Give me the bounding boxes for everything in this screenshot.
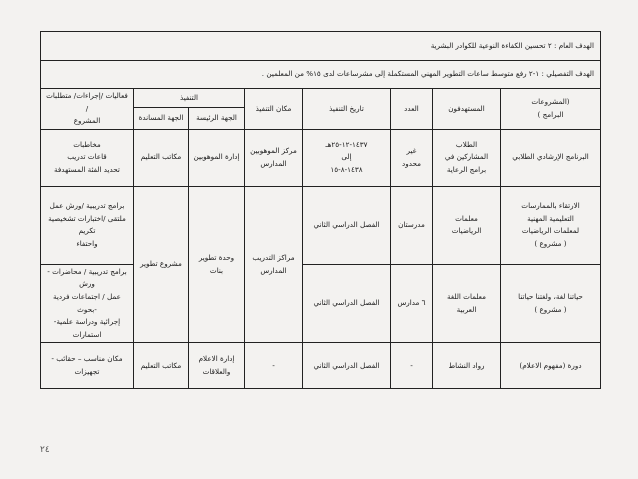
cell-line: العربية <box>456 304 477 314</box>
cell-place <box>245 129 303 186</box>
cell-line: إلى <box>341 152 352 162</box>
cell-line: لمعلمات الرياضيات <box>521 226 580 236</box>
cell-line: قاعات تدريب <box>67 152 107 162</box>
header-date: تاريخ التنفيذ <box>303 89 391 130</box>
cell-line: تجهيزات <box>74 366 100 376</box>
cell-activities <box>40 186 133 264</box>
cell-line: إدارة الاعلام <box>198 354 235 364</box>
cell-line: برامج الرعاية <box>446 165 487 175</box>
sub-goal-text: الهدف التفصيلي : ١-٢ رفع متوسط ساعات التطوير المهني المستكملة إلى مشرساعات لدى ١٥% من المعلمين . <box>40 61 600 89</box>
cell-line: برامج تدريبية /ورش عمل <box>49 201 125 211</box>
cell-date <box>303 129 391 186</box>
cell-line: تحديد الفئة المستهدفة <box>54 165 120 175</box>
header-main-party: الجهة الرئيسة <box>189 108 245 130</box>
document-page <box>41 31 601 389</box>
cell-line: التعليمية المهنية <box>527 213 574 223</box>
cell-line: واحتفاء <box>76 238 98 248</box>
cell-line: ١٤٣٨-٨-١٥ <box>330 165 363 175</box>
cell-line: وحدة تطوير <box>198 252 235 262</box>
cell-line: عمل / اجتماعات فردية -بحوث <box>53 291 121 314</box>
header-program-line: البرامج ) <box>537 109 564 119</box>
cell-line: مدرستان <box>398 219 425 229</box>
cell-line: مراكز التدريب <box>252 252 295 262</box>
cell-count <box>391 186 433 264</box>
cell-program <box>501 264 601 343</box>
cell-date <box>303 264 391 343</box>
cell-line: الفصل الدراسي الثاني <box>313 298 380 308</box>
table-row <box>40 343 600 389</box>
cell-line: مكان مناسب – حقائب - <box>51 354 123 364</box>
header-activities-line: فعاليات /إجراءات/ متطلبات / <box>46 91 128 113</box>
page-number: ٢٤ <box>40 445 50 455</box>
goal-text: الهدف العام : ٢ تحسين الكفاءة النوعية للكوادر البشرية <box>40 32 600 61</box>
cell-count <box>391 343 433 389</box>
header-place: مكان التنفيذ <box>245 89 303 130</box>
header-activities-line: المشروع <box>73 116 101 126</box>
cell-line: مكاتب التعليم <box>140 360 182 370</box>
cell-program <box>501 129 601 186</box>
cell-line: - <box>410 360 413 370</box>
cell-count <box>391 129 433 186</box>
header-support-party: الجهة المساندة <box>134 108 189 130</box>
cell-activities <box>40 129 133 186</box>
cell-activities <box>40 343 133 389</box>
cell-line: الطلاب <box>455 139 478 149</box>
cell-line: بنات <box>209 265 224 275</box>
table-row <box>40 129 600 186</box>
cell-support-party-merged <box>134 186 189 343</box>
cell-line: ٦ مدارس <box>397 298 426 308</box>
cell-program <box>501 343 601 389</box>
cell-line: البرنامج الإرشادي الطلابي <box>512 152 589 162</box>
sub-goal-row <box>40 61 600 89</box>
cell-line: معلمات <box>455 213 478 223</box>
cell-line: الفصل الدراسي الثاني <box>313 360 380 370</box>
cell-line: ( مشروع ) <box>534 304 567 314</box>
cell-line: محدود <box>402 158 421 168</box>
cell-line: إجرائية ودراسة علمية- استمارات <box>53 317 121 339</box>
header-beneficiaries: المستهدفون <box>433 89 501 130</box>
goal-row <box>40 32 600 61</box>
cell-line: ( مشروع ) <box>534 238 567 248</box>
cell-line: ملتقى /اختبارات تشخيصية تكريم <box>48 213 126 236</box>
cell-line: مشروع تطوير <box>140 259 182 269</box>
cell-line: رواد النشاط <box>448 360 485 370</box>
cell-main-party-merged <box>189 186 245 343</box>
cell-support-party <box>134 129 189 186</box>
header-activities <box>40 89 133 130</box>
cell-line: المدارس <box>260 158 287 168</box>
cell-line: المشاركين في <box>444 152 489 162</box>
cell-main-party <box>189 343 245 389</box>
cell-beneficiaries <box>433 186 501 264</box>
cell-line: غير <box>406 146 417 156</box>
cell-activities <box>40 264 133 343</box>
cell-line: الفصل الدراسي الثاني <box>313 219 380 229</box>
cell-beneficiaries <box>433 129 501 186</box>
cell-line: المدارس <box>260 265 287 275</box>
cell-program <box>501 186 601 264</box>
cell-line: مكاتب التعليم <box>140 152 182 162</box>
cell-date <box>303 343 391 389</box>
plan-table <box>40 31 601 389</box>
cell-count <box>391 264 433 343</box>
cell-date <box>303 186 391 264</box>
cell-line: مخاطبات <box>73 139 101 149</box>
cell-line: دورة (مفهوم الاعلام) <box>519 360 582 370</box>
table-row <box>40 264 600 343</box>
header-count: العدد <box>391 89 433 130</box>
cell-place <box>245 343 303 389</box>
cell-beneficiaries <box>433 343 501 389</box>
cell-line: حياتنا لغة، ولغتنا حياتنا <box>518 291 583 301</box>
cell-line: معلمات اللغة <box>447 291 486 301</box>
cell-place-merged <box>245 186 303 343</box>
header-row-1 <box>40 89 600 108</box>
cell-line: والعلاقات <box>202 366 231 376</box>
cell-line: - <box>272 360 275 370</box>
cell-line: الارتقاء بالممارسات <box>521 201 580 211</box>
cell-line: مركز الموهوبين <box>250 146 297 156</box>
cell-line: ١٤٣٧-١٢-٢٥هـ <box>325 139 368 149</box>
cell-line: إدارة الموهوبين <box>193 152 240 162</box>
header-execution: التنفيذ <box>134 89 245 108</box>
table-row <box>40 186 600 264</box>
cell-support-party <box>134 343 189 389</box>
header-program <box>501 89 601 130</box>
cell-line: الرياضيات <box>451 226 482 236</box>
cell-beneficiaries <box>433 264 501 343</box>
cell-main-party <box>189 129 245 186</box>
cell-line: برامج تدريبية / محاضرات - ورش <box>47 266 127 289</box>
header-program-line: (المشروعات <box>531 97 570 107</box>
